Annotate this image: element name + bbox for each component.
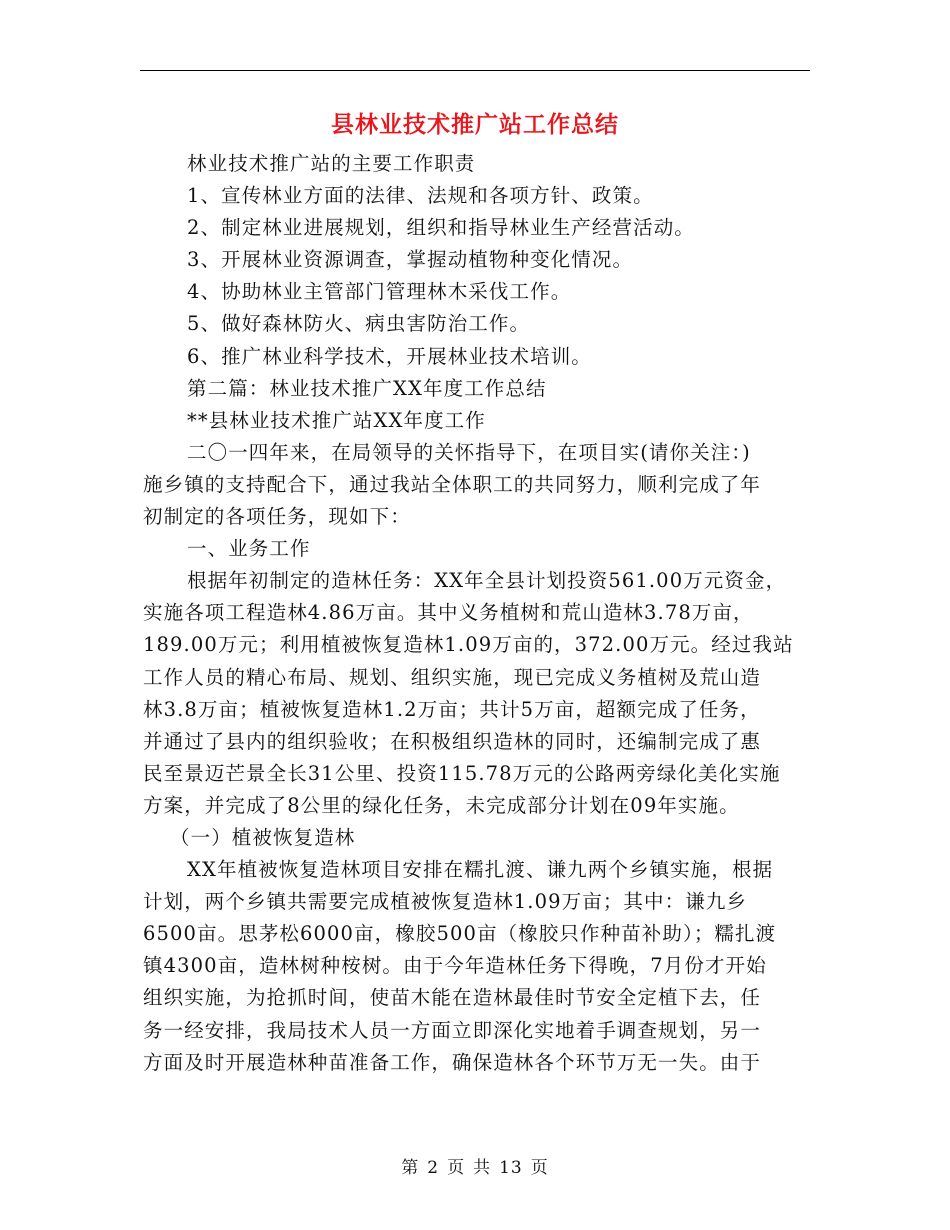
footer-prefix: 第 xyxy=(401,1158,420,1178)
footer-suffix: 页 xyxy=(530,1158,549,1178)
text-line: 根据年初制定的造林任务：XX年全县计划投资561.00万元资金， xyxy=(187,569,787,593)
text-line: 1、宣传林业方面的法律、法规和各项方针、政策。 xyxy=(187,184,654,208)
text-line: 5、做好森林防火、病虫害防治工作。 xyxy=(187,312,531,336)
text-line: 镇4300亩，造林树种桉树。由于今年造林任务下得晚，7月份才开始 xyxy=(143,954,767,978)
text-line: 组织实施，为抢抓时间，使苗木能在造林最佳时节安全定植下去，任 xyxy=(143,986,762,1010)
footer-current-page: 2 xyxy=(427,1158,440,1178)
document-body xyxy=(143,148,810,1079)
footer-mid2: 共 xyxy=(473,1158,492,1178)
text-line: 6500亩。思茅松6000亩，橡胶500亩（橡胶只作种苗补助）；糯扎渡 xyxy=(143,922,777,946)
text-line: 务一经安排，我局技术人员一方面立即深化实地着手调查规划，另一 xyxy=(143,1018,762,1042)
text-line: 并通过了县内的组织验收；在积极组织造林的同时，还编制完成了惠 xyxy=(143,729,762,753)
text-line: 实施各项工程造林4.86万亩。其中义务植树和荒山造林3.78万亩， xyxy=(143,601,754,625)
document-title: 县林业技术推广站工作总结 xyxy=(331,112,619,138)
text-line: 方面及时开展造林种苗准备工作，确保造林各个环节万无一失。由于 xyxy=(143,1050,762,1074)
footer-total-pages: 13 xyxy=(499,1158,523,1178)
text-line: 3、开展林业资源调查，掌握动植物种变化情况。 xyxy=(187,248,634,272)
text-line: 2、制定林业进展规划，组织和指导林业生产经营活动。 xyxy=(187,216,695,240)
header-rule xyxy=(140,70,810,71)
text-line: XX年植被恢复造林项目安排在糯扎渡、谦九两个乡镇实施，根据 xyxy=(187,858,774,882)
text-line: 第二篇：林业技术推广XX年度工作总结 xyxy=(187,376,547,400)
text-line: 初制定的各项任务，现如下： xyxy=(143,505,411,529)
text-line: 4、协助林业主管部门管理林木采伐工作。 xyxy=(187,280,572,304)
text-line: 一、业务工作 xyxy=(187,537,311,561)
text-line: 6、推广林业科学技术，开展林业技术培训。 xyxy=(187,344,592,368)
text-line: **县林业技术推广站XX年度工作 xyxy=(187,408,486,432)
page-footer xyxy=(0,1153,950,1178)
text-line: （一）植被恢复造林 xyxy=(170,825,356,849)
text-line: 工作人员的精心布局、规划、组织实施，现已完成义务植树及荒山造 xyxy=(143,665,762,689)
text-line: 林业技术推广站的主要工作职责 xyxy=(187,152,476,175)
text-line: 二〇一四年来，在局领导的关怀指导下，在项目实(请你关注：) xyxy=(187,440,751,464)
text-line: 民至景迈芒景全长31公里、投资115.78万元的公路两旁绿化美化实施 xyxy=(143,761,781,785)
text-line: 方案，并完成了8公里的绿化任务，未完成部分计划在09年实施。 xyxy=(143,793,740,817)
footer-mid1: 页 xyxy=(447,1158,466,1178)
text-line: 计划，两个乡镇共需要完成植被恢复造林1.09万亩；其中：谦九乡 xyxy=(143,890,748,914)
text-line: 林3.8万亩；植被恢复造林1.2万亩；共计5万亩，超额完成了任务， xyxy=(143,697,761,721)
text-line: 189.00万元；利用植被恢复造林1.09万亩的，372.00万元。经过我站 xyxy=(143,633,794,657)
text-line: 施乡镇的支持配合下，通过我站全体职工的共同努力，顺利完成了年 xyxy=(143,472,762,496)
